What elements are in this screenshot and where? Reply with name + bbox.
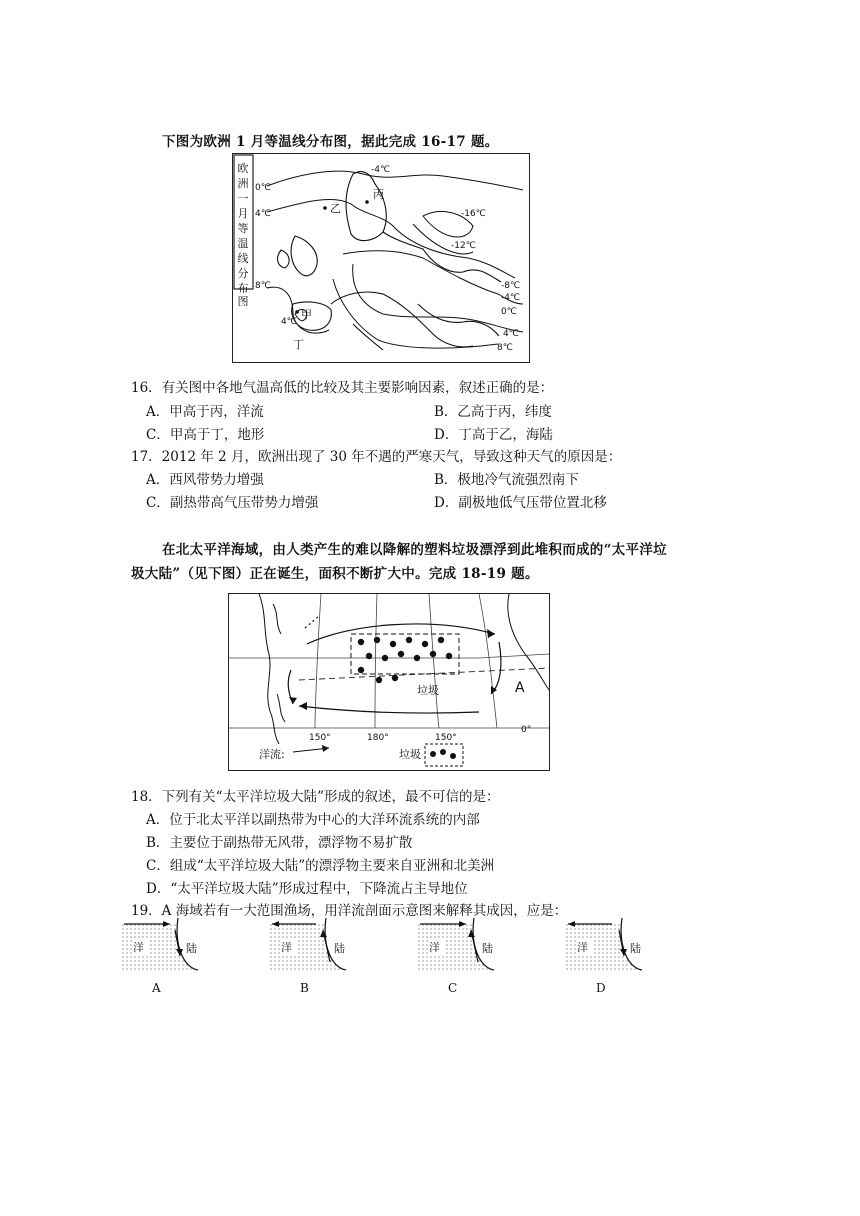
svg-text:洋: 洋: [281, 941, 292, 954]
map-title: [238, 161, 249, 308]
svg-text:线: 线: [237, 252, 249, 265]
svg-text:欧: 欧: [237, 162, 249, 175]
diagram-a[interactable]: [120, 918, 198, 995]
svg-text:分: 分: [237, 267, 249, 280]
svg-text:4℃: 4℃: [255, 209, 271, 219]
svg-text:A: A: [152, 981, 161, 995]
svg-text:布: 布: [237, 282, 249, 295]
legend-garbage-label: 垃圾: [399, 748, 421, 761]
isotherm-labels: [255, 165, 520, 353]
q18-option-b[interactable]: B．主要位于副热带无风带，漂浮物不易扩散: [146, 835, 413, 851]
svg-text:甲: 甲: [301, 308, 312, 321]
garbage-label: 垃圾: [417, 684, 439, 697]
lon-label-150w: 150°: [309, 733, 331, 743]
q17-option-c[interactable]: C．副热带高气压带势力增强: [146, 495, 319, 511]
svg-text:丙: 丙: [373, 188, 384, 201]
q18-option-a[interactable]: A．位于北太平洋以副热带为中心的大洋环流系统的内部: [146, 812, 480, 828]
svg-text:温: 温: [237, 237, 249, 250]
intro-18-19-line2: 圾大陆”（见下图）正在诞生，面积不断扩大中。完成 18-19 题。: [131, 566, 539, 582]
svg-text:图: 图: [237, 295, 249, 308]
q16-option-c[interactable]: C．甲高于丁，地形: [146, 427, 265, 443]
svg-text:陆: 陆: [630, 942, 641, 955]
q16-option-d[interactable]: D．丁高于乙，海陆: [434, 427, 553, 443]
diagram-b[interactable]: [268, 918, 346, 995]
svg-text:乙: 乙: [330, 202, 341, 215]
q16-option-a[interactable]: A．甲高于丙，洋流: [146, 404, 264, 420]
question-19-stem: 19．A 海域若有一大范围渔场，用洋流剖面示意图来解释其成因，应是：: [131, 903, 568, 919]
lat-label-0: 0°: [521, 725, 532, 735]
svg-text:0℃: 0℃: [255, 183, 271, 193]
question-17-stem: 17．2012 年 2 月，欧洲出现了 30 年不遇的严寒天气，导致这种天气的原因是：: [131, 449, 622, 465]
svg-text:-4℃: -4℃: [371, 165, 391, 175]
q17-option-d[interactable]: D．副极地低气压带位置北移: [434, 495, 607, 511]
diagram-d[interactable]: [564, 918, 642, 995]
svg-text:-8℃: -8℃: [501, 281, 521, 291]
svg-text:洋: 洋: [133, 941, 144, 954]
intro-16-17: 下图为欧洲 1 月等温线分布图，据此完成 16-17 题。: [162, 134, 499, 150]
place-labels: [293, 188, 384, 351]
svg-text:8℃: 8℃: [497, 343, 513, 353]
svg-text:月: 月: [237, 207, 249, 220]
svg-text:-12℃: -12℃: [451, 241, 476, 251]
svg-text:4℃: 4℃: [281, 317, 297, 327]
svg-text:一: 一: [237, 192, 249, 205]
svg-text:陆: 陆: [482, 942, 493, 955]
svg-text:陆: 陆: [334, 942, 345, 955]
pacific-garbage-map: [228, 593, 550, 771]
q17-option-a[interactable]: A．西风带势力增强: [146, 472, 264, 488]
svg-text:-16℃: -16℃: [461, 209, 486, 219]
q16-option-b[interactable]: B．乙高于丙，纬度: [434, 404, 552, 420]
point-a-label: A: [515, 680, 525, 696]
q18-option-c[interactable]: C．组成“太平洋垃圾大陆”的漂浮物主要来自亚洲和北美洲: [146, 858, 495, 874]
legend-current-label: 洋流:: [259, 748, 285, 761]
intro-18-19-line1: 在北太平洋海域，由人类产生的难以降解的塑料垃圾漂浮到此堆积而成的“太平洋垃: [162, 542, 667, 558]
question-16-stem: 16．有关图中各地气温高低的比较及其主要影响因素，叙述正确的是：: [131, 380, 554, 396]
svg-text:C: C: [448, 981, 458, 995]
svg-text:洲: 洲: [237, 177, 249, 190]
q18-option-d[interactable]: D．“太平洋垃圾大陆”形成过程中，下降流占主导地位: [146, 881, 468, 897]
europe-isotherm-map: [232, 153, 530, 363]
svg-text:0℃: 0℃: [501, 307, 517, 317]
question-18-stem: 18．下列有关“太平洋垃圾大陆”形成的叙述，最不可信的是：: [131, 789, 500, 805]
current-section-diagrams: [118, 916, 648, 998]
svg-text:洋: 洋: [577, 941, 588, 954]
svg-text:丁: 丁: [293, 338, 304, 351]
svg-text:4℃: 4℃: [503, 329, 519, 339]
svg-text:陆: 陆: [186, 942, 197, 955]
diagram-c[interactable]: [416, 918, 494, 995]
svg-text:等: 等: [237, 222, 249, 235]
svg-text:-4℃: -4℃: [501, 293, 521, 303]
lon-label-150e: 150°: [435, 733, 457, 743]
svg-text:洋: 洋: [429, 941, 440, 954]
svg-text:8℃: 8℃: [255, 281, 271, 291]
svg-text:D: D: [596, 981, 606, 995]
q17-option-b[interactable]: B．极地冷气流强烈南下: [434, 472, 579, 488]
lon-label-180: 180°: [367, 733, 389, 743]
svg-text:B: B: [300, 981, 309, 995]
